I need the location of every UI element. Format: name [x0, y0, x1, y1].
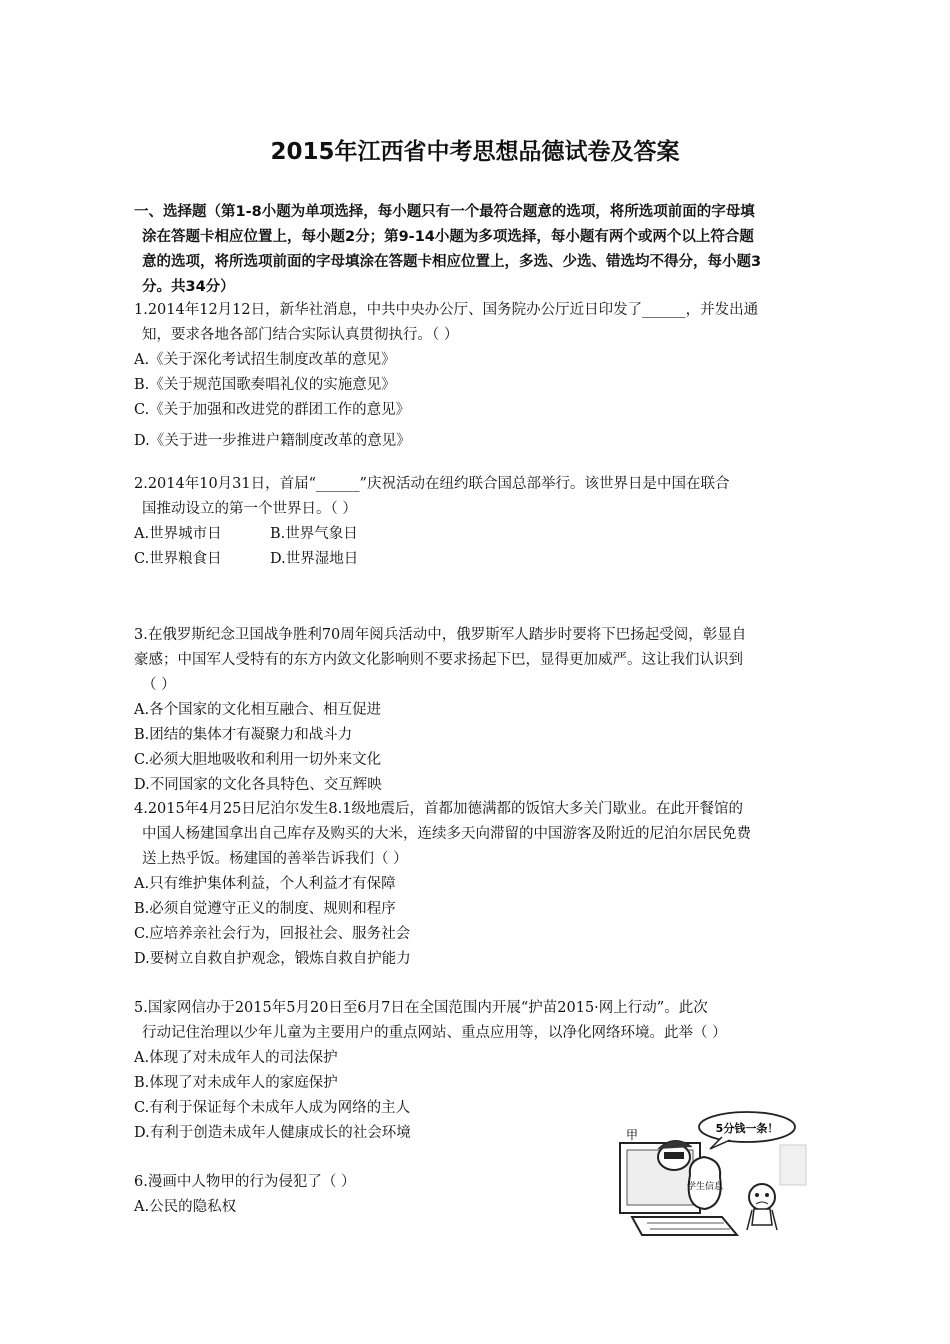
- instructions-line-2: 涂在答题卡相应位置上，每小题2分；第9-14小题为多项选择，每小题有两个或两个以上符合题: [142, 229, 754, 245]
- question-stem: 4.2015年4月25日尼泊尔发生8.1级地震后，首都加德满都的饭馆大多关门歇业。在此开餐馆的: [134, 801, 743, 817]
- option-d: D.《关于进一步推进户籍制度改革的意见》: [134, 433, 411, 449]
- question-stem: 3.在俄罗斯纪念卫国战争胜利70周年阅兵活动中，俄罗斯军人踏步时要将下巴扬起受阅，彰显自: [134, 627, 747, 643]
- instructions-line-3: 意的选项，将所选项前面的字母填涂在答题卡相应位置上，多选、少选、错选均不得分，每小题3: [142, 254, 762, 270]
- option-c: C.《关于加强和改进党的群团工作的意见》: [134, 402, 411, 418]
- question-stem: 知，要求各地各部门结合实际认真贯彻执行。（ ）: [142, 327, 459, 343]
- option-b: B.必须自觉遵守正义的制度、规则和程序: [134, 901, 396, 917]
- option-a: A.世界城市日: [134, 526, 222, 542]
- instructions-line-4: 分。共34分）: [142, 279, 235, 295]
- question-stem: （ ）: [142, 677, 176, 693]
- question-stem: 6.漫画中人物甲的行为侵犯了（ ）: [134, 1174, 356, 1190]
- question-4: [134, 797, 814, 972]
- question-1: [134, 298, 814, 454]
- option-c: C.应培养亲社会行为，回报社会、服务社会: [134, 926, 411, 942]
- option-b: B.世界气象日: [270, 526, 358, 542]
- option-c: C.必须大胆地吸收和利用一切外来文化: [134, 752, 382, 768]
- option-c: C.世界粮食日: [134, 551, 222, 567]
- question-stem: 国推动设立的第一个世界日。（ ）: [142, 501, 357, 517]
- option-a: A.公民的隐私权: [134, 1199, 237, 1215]
- question-stem: 中国人杨建国拿出自己库存及购买的大米，连续多天向滞留的中国游客及附近的尼泊尔居民免费: [142, 826, 751, 842]
- question-6: [134, 1170, 594, 1220]
- option-d: D.世界湿地日: [270, 551, 359, 567]
- option-b: B.体现了对未成年人的家庭保护: [134, 1075, 338, 1091]
- question-3: [134, 623, 814, 798]
- question-stem: 行动记住治理以少年儿童为主要用户的重点网站、重点应用等，以净化网络环境。此举（ ）: [142, 1025, 727, 1041]
- option-a: A.体现了对未成年人的司法保护: [134, 1050, 338, 1066]
- question-2: [134, 472, 814, 572]
- section-instructions: [134, 200, 814, 300]
- question-stem: 送上热乎饭。杨建国的善举告诉我们（ ）: [142, 851, 408, 867]
- instructions-line-1: 一、选择题（第1-8小题为单项选择，每小题只有一个最符合题意的选项，将所选项前面的字母填: [134, 204, 755, 220]
- question-stem: 1.2014年12月12日，新华社消息，中共中央办公厅、国务院办公厅近日印发了______，并发出通: [134, 302, 759, 318]
- question-stem: 豪感；中国军人受特有的东方内敛文化影响则不要求扬起下巴，显得更加威严。这让我们认识到: [134, 652, 743, 668]
- bubble-text: 5分钱一条！: [715, 1122, 779, 1135]
- option-a: A.《关于深化考试招生制度改革的意见》: [134, 352, 396, 368]
- label-jia: 甲: [626, 1128, 639, 1142]
- option-b: B.团结的集体才有凝聚力和战斗力: [134, 727, 353, 743]
- option-d: D.不同国家的文化各具特色、交互辉映: [134, 777, 382, 793]
- option-d: D.有利于创造未成年人健康成长的社会环境: [134, 1125, 411, 1141]
- page-title: 2015年江西省中考思想品德试卷及答案: [270, 139, 680, 165]
- option-c: C.有利于保证每个未成年人成为网络的主人: [134, 1100, 411, 1116]
- question-stem: 2.2014年10月31日，首届“______”庆祝活动在纽约联合国总部举行。该世界日是中国在联合: [134, 476, 730, 492]
- bag-text: 学生信息: [686, 1182, 724, 1192]
- option-d: D.要树立自救自护观念，锻炼自救自护能力: [134, 951, 411, 967]
- child-figure: [749, 1184, 775, 1210]
- question-stem: 5.国家网信办于2015年5月20日至6月7日在全国范围内开展“护苗2015·网上行动”。此次: [134, 1000, 708, 1016]
- option-a: A.各个国家的文化相互融合、相互促进: [134, 702, 382, 718]
- option-b: B.《关于规范国歌奏唱礼仪的实施意见》: [134, 377, 396, 393]
- option-a: A.只有维护集体利益，个人利益才有保障: [134, 876, 396, 892]
- keyboard-icon: [632, 1217, 737, 1235]
- cartoon-illustration: [612, 1105, 812, 1245]
